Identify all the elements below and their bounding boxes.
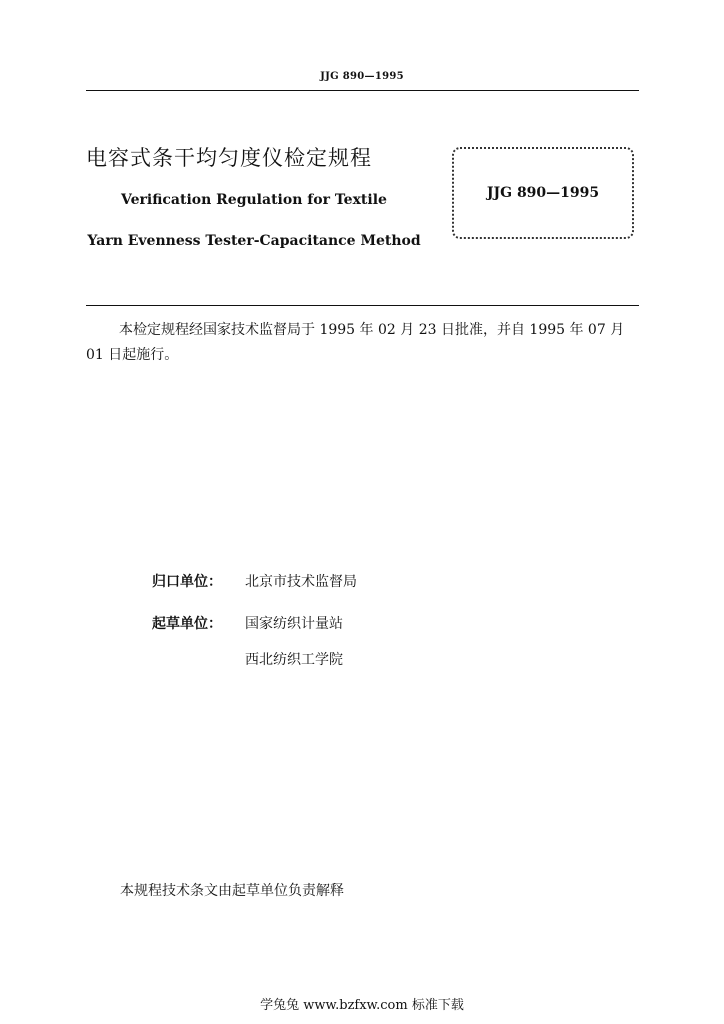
drafting-unit-label: 起草单位： — [152, 616, 222, 632]
responsible-unit-label: 归口单位： — [152, 574, 222, 590]
title-divider — [86, 305, 639, 306]
standard-code: JJG 890—1995 — [486, 185, 600, 201]
english-title-line-1: Verification Regulation for Textile — [121, 192, 387, 208]
watermark-footer: 学兔兔 www.bzfxw.com 标准下载 — [260, 998, 464, 1013]
chinese-title: 电容式条干均匀度仪检定规程 — [86, 146, 372, 170]
drafting-unit-value-1: 国家纺织计量站 — [245, 616, 343, 632]
header-divider — [86, 90, 639, 91]
responsible-unit-value: 北京市技术监督局 — [245, 574, 357, 590]
drafting-unit-value-2: 西北纺织工学院 — [245, 652, 343, 668]
standard-code-box — [452, 147, 634, 239]
approval-statement: 本检定规程经国家技术监督局于 1995 年 02 月 23 日批准，并自 1995 年 07 月 01 日起施行。 — [86, 322, 625, 363]
header-standard-code: JJG 890—1995 — [320, 71, 404, 82]
responsible-unit-row — [152, 571, 357, 591]
english-title-line-2: Yarn Evenness Tester-Capacitance Method — [87, 233, 421, 249]
interpretation-note: 本规程技术条文由起草单位负责解释 — [120, 883, 344, 899]
drafting-unit-row — [152, 613, 343, 633]
